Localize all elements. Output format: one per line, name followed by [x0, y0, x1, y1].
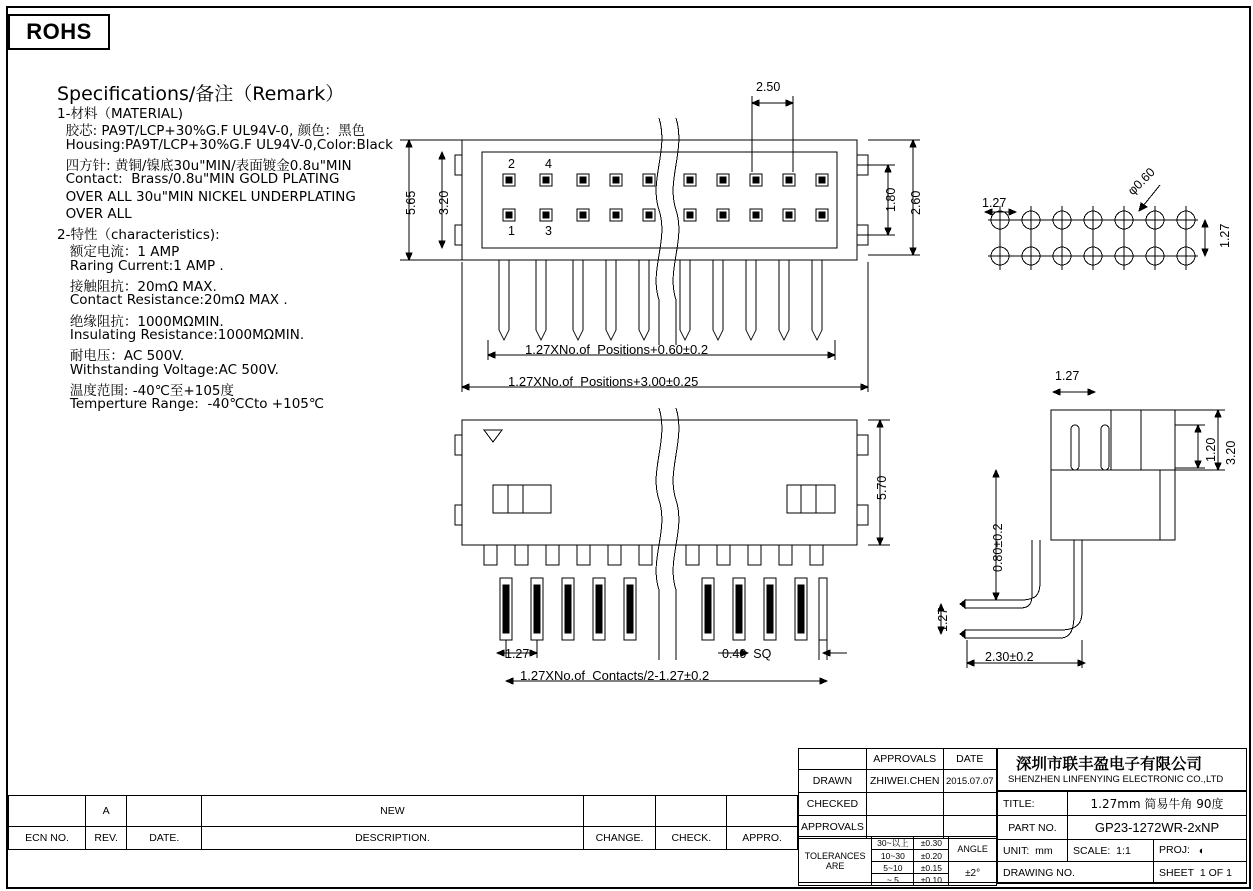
- tolerance-value: ±0.20: [914, 850, 949, 862]
- dim-top-inner-height: 3.20: [437, 190, 451, 215]
- company-name-cn: 深圳市联丰盈电子有限公司: [1016, 755, 1203, 773]
- spec-line: 1-材料（MATERIAL): [57, 106, 183, 122]
- part-label: PART NO.: [998, 816, 1068, 840]
- revision-header-cell: DATE.: [127, 827, 202, 850]
- drawing-row: [998, 862, 1247, 884]
- part-info-table: [997, 791, 1247, 884]
- spec-line: 耐电压：AC 500V.: [57, 348, 185, 365]
- angle-label: ANGLE: [949, 837, 997, 862]
- revision-cell: [127, 796, 202, 827]
- pin-label-3: 3: [545, 224, 552, 238]
- tolerance-value: ±0.15: [914, 862, 949, 874]
- dim-top-overall-height: 5.65: [404, 190, 418, 215]
- spec-line: Raring Current:1 AMP .: [57, 257, 224, 274]
- dim-pcb-pitch-v: 1.27: [1218, 223, 1232, 248]
- revision-header-cell: CHECK.: [656, 827, 727, 850]
- revision-table: [8, 795, 798, 850]
- title-row: [998, 792, 1247, 816]
- dim-side-pitch: 1.27: [1055, 369, 1080, 383]
- tolerance-range: ~ 5: [872, 874, 914, 886]
- dim-side-080: 0.80±0.2: [991, 523, 1005, 572]
- tolerance-value: ±0.10: [914, 874, 949, 886]
- approval-label: CHECKED: [799, 793, 867, 816]
- tolerance-range: 10~30: [872, 850, 914, 862]
- spec-line: OVER ALL: [57, 205, 132, 222]
- tolerance-range: 30~以上: [872, 837, 914, 850]
- tolerance-range: 5~10: [872, 862, 914, 874]
- tolerance-row: [799, 837, 997, 850]
- dim-positions-060: 1.27XNo.of Positions+0.60±0.2: [525, 342, 709, 357]
- revision-header-cell: DESCRIPTION.: [202, 827, 583, 850]
- dim-side-127: 1.27: [936, 607, 950, 632]
- dim-front-height: 5.70: [875, 475, 889, 500]
- dim-right-180: 1.80: [884, 187, 898, 212]
- dim-top-pitch: 2.50: [756, 80, 781, 94]
- revision-header-cell: REV.: [86, 827, 127, 850]
- dim-positions-300: 1.27XNo.of Positions+3.00±0.25: [508, 374, 699, 389]
- spec-line: Contact: Brass/0.8u"MIN GOLD PLATING: [57, 171, 340, 188]
- part-value: GP23-1272WR-2xNP: [1068, 816, 1247, 840]
- unit-row: [998, 840, 1247, 862]
- pin-label-4: 4: [545, 157, 552, 171]
- sheet-cell: SHEET 1 OF 1: [1154, 862, 1247, 884]
- company-name-en: SHENZHEN LINFENYING ELECTRONIC CO.,LTD: [1008, 774, 1224, 785]
- spec-line: 接触阻抗：20mΩ MAX.: [57, 279, 217, 295]
- approval-date: 2015.07.07: [943, 770, 996, 793]
- table-header-row: [9, 827, 798, 850]
- dim-front-contacts: 1.27XNo.of Contacts/2-1.27±0.2: [520, 668, 710, 683]
- scale-cell: SCALE: 1:1: [1068, 840, 1154, 862]
- title-label: TITLE:: [998, 792, 1068, 816]
- proj-cell: PROJ: ◐: [1154, 840, 1247, 862]
- dim-pcb-pitch-h: 1.27: [982, 196, 1007, 210]
- dim-side-230: 2.30±0.2: [985, 650, 1034, 664]
- revision-header-cell: CHANGE.: [583, 827, 656, 850]
- approvals-blank: [799, 749, 867, 770]
- revision-cell: [9, 796, 86, 827]
- spec-line: 温度范围: -40℃至+105度: [57, 382, 235, 399]
- title-value: 1.27mm 简易牛角 90度: [1068, 792, 1247, 816]
- spec-line: Withstanding Voltage:AC 500V.: [57, 361, 279, 378]
- spec-line: Insulating Resistance:1000MΩMIN.: [57, 326, 305, 343]
- revision-header-cell: APPRO.: [727, 827, 798, 850]
- part-row: [998, 816, 1247, 840]
- dim-hole-diameter: φ0.60: [1125, 165, 1158, 198]
- spec-line: 绝缘阻抗：1000MΩMIN.: [57, 313, 224, 330]
- approvals-title: APPROVALS: [866, 749, 943, 770]
- approval-name: [866, 793, 943, 816]
- spec-line: Housing:PA9T/LCP+30%G.F UL94V-0,Color:Black: [57, 136, 393, 153]
- dim-front-sq: 0.40 SQ: [722, 647, 772, 661]
- revision-cell: [583, 796, 656, 827]
- revision-cell: [727, 796, 798, 827]
- approvals-table: [798, 748, 997, 839]
- spec-line: 四方针: 黄铜/镍底30u"MIN/表面镀金0.8u"MIN: [57, 157, 352, 174]
- pin-label-2: 2: [508, 157, 515, 171]
- dim-front-pitch: 1.27: [505, 647, 530, 661]
- revision-header-cell: ECN NO.: [9, 827, 86, 850]
- drawing-no-cell: DRAWING NO.: [998, 862, 1154, 884]
- dim-side-320: 3.20: [1224, 440, 1238, 465]
- approvals-header-row: [799, 749, 997, 770]
- spec-line: OVER ALL 30u"MIN NICKEL UNDERPLATING: [57, 188, 356, 205]
- approval-date: [943, 793, 996, 816]
- spec-line: Temperture Range: -40℃Cto +105℃: [57, 396, 325, 413]
- approval-row: [799, 770, 997, 793]
- tolerance-value: ±0.30: [914, 837, 949, 850]
- unit-cell: UNIT: mm: [998, 840, 1068, 862]
- spec-line: 胶芯: PA9T/LCP+30%G.F UL94V-0, 颜色：黑色: [57, 123, 366, 140]
- approval-label: DRAWN: [799, 770, 867, 793]
- revision-cell: NEW: [202, 796, 583, 827]
- pin-label-1: 1: [508, 224, 515, 238]
- spec-line: Contact Resistance:20mΩ MAX .: [57, 292, 288, 309]
- revision-cell: A: [86, 796, 127, 827]
- approval-row: [799, 793, 997, 816]
- tolerance-table: [798, 836, 997, 886]
- dim-side-120: 1.20: [1204, 437, 1218, 462]
- revision-cell: [656, 796, 727, 827]
- date-title: DATE: [943, 749, 996, 770]
- spec-line: 2-特性（characteristics):: [57, 227, 220, 244]
- spec-line: 额定电流：1 AMP: [57, 244, 180, 261]
- spec-title: Specifications/备注（Remark）: [57, 83, 345, 105]
- rohs-badge: ROHS: [8, 14, 110, 50]
- approval-label: APPROVALS: [799, 816, 867, 839]
- angle-value: ±2°: [949, 862, 997, 886]
- tolerance-label: TOLERANCES ARE: [799, 837, 872, 886]
- dim-right-260: 2.60: [909, 190, 923, 215]
- approval-name: ZHIWEI.CHEN: [866, 770, 943, 793]
- table-row: [9, 796, 798, 827]
